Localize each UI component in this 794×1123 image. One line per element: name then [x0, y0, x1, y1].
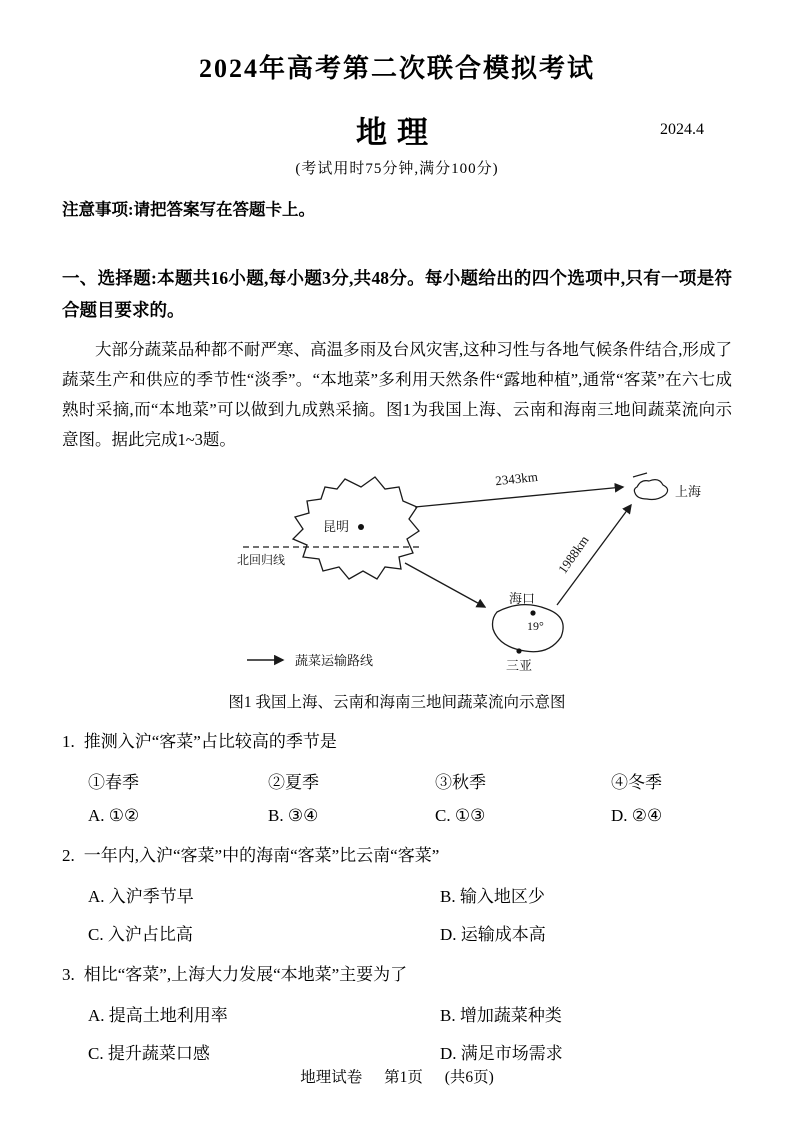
question-text: 相比“客菜”,上海大力发展“本地菜”主要为了 [83, 965, 408, 985]
question-number: 1. [62, 731, 75, 751]
options-row [62, 806, 732, 826]
sub-option: ③秋季 [435, 773, 486, 792]
subject-row [62, 107, 732, 149]
kunming-dot [358, 524, 364, 530]
route-yunnan-shanghai [415, 487, 623, 507]
footer-subject: 地理试卷 [300, 1069, 363, 1086]
sub-option: ④冬季 [611, 773, 662, 792]
yunnan-outline [293, 477, 419, 579]
haikou-label: 海口 [509, 590, 536, 606]
options-row [62, 1001, 732, 1026]
option: D. 运输成本高 [440, 925, 546, 945]
notice-text: 请把答案写在答题卡上。 [133, 200, 315, 219]
footer-page-total: (共6页) [444, 1069, 494, 1086]
question-2 [62, 842, 732, 945]
distance-yunnan-shanghai: 2343km [494, 468, 539, 489]
tropic-label: 北回归线 [237, 552, 286, 567]
shanghai-shape [634, 479, 667, 499]
footer-page-number: 第1页 [384, 1069, 423, 1086]
option: A. ①② [88, 806, 140, 825]
subject-title: 地理 [356, 115, 438, 150]
page-title: 2024年高考第二次联合模拟考试 [198, 54, 595, 83]
passage: 大部分蔬菜品种都不耐严寒、高温多雨及台风灾害,这种习性与各地气候条件结合,形成了蔬菜生产和供应的季节性“淡季”。“本地菜”多利用天然条件“露地种植”,通常“客菜”在六七成熟时采摘,而“本地菜”可以做到九成熟采摘。图1为我国上海、云南和海南三地间蔬菜流向示意图。据此完成1~3题。 [62, 339, 732, 449]
option: D. 满足市场需求 [440, 1044, 563, 1064]
page-footer [0, 1065, 794, 1087]
sanya-dot [516, 648, 521, 653]
sub-option: ②夏季 [268, 773, 319, 792]
kunming-label: 昆明 [323, 518, 350, 534]
question-text: 推测入沪“客菜”占比较高的季节是 [83, 731, 337, 751]
notice [62, 196, 732, 220]
exam-duration-note: (考试用时75分钟,满分100分) [295, 161, 499, 177]
question-3 [62, 961, 732, 1064]
figure-caption: 图1 我国上海、云南和海南三地间蔬菜流向示意图 [228, 693, 566, 711]
sub-option: ①春季 [88, 773, 139, 792]
options-row [62, 920, 732, 945]
options-row [62, 1039, 732, 1064]
question-1 [62, 728, 732, 826]
option: A. 入沪季节早 [88, 887, 194, 907]
question-number: 3. [62, 965, 75, 985]
distance-hainan-shanghai: 1988km [554, 532, 592, 576]
options-row [62, 882, 732, 907]
option: D. ②④ [611, 806, 663, 825]
latitude-label: 19° [527, 618, 544, 633]
question-text: 一年内,入沪“客菜”中的海南“客菜”比云南“客菜” [83, 846, 440, 865]
route-yunnan-hainan [405, 563, 485, 607]
chongming-islet [633, 473, 647, 477]
option: B. 输入地区少 [440, 887, 545, 907]
option: C. 入沪占比高 [88, 925, 193, 945]
option: A. 提高土地利用率 [88, 1006, 228, 1026]
exam-date: 2024.4 [660, 121, 704, 138]
legend-label: 蔬菜运输路线 [295, 652, 374, 668]
option: B. 增加蔬菜种类 [440, 1006, 562, 1026]
option: B. ③④ [268, 806, 319, 825]
figure-map [227, 467, 707, 682]
question-stem [62, 961, 732, 988]
sanya-label: 三亚 [506, 657, 533, 673]
question-stem [62, 842, 732, 869]
shanghai-label: 上海 [675, 483, 702, 499]
sub-options-row [62, 768, 732, 793]
notice-label: 注意事项: [62, 200, 134, 219]
option: C. ①③ [435, 806, 486, 825]
haikou-dot [530, 610, 535, 615]
option: C. 提升蔬菜口感 [88, 1044, 210, 1064]
map-svg [227, 467, 707, 682]
question-number: 2. [62, 846, 75, 865]
section-heading: 一、选择题:本题共16小题,每小题3分,共48分。每小题给出的四个选项中,只有一项是符合题目要求的。 [62, 268, 732, 321]
question-stem [62, 728, 732, 755]
